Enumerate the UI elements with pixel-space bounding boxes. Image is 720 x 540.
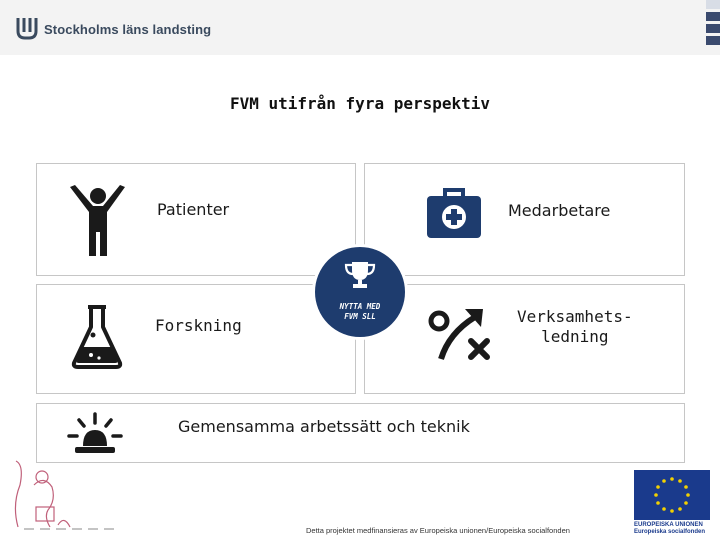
header-band — [0, 0, 720, 55]
patients-label: Patienter — [157, 200, 230, 219]
logo-text: Stockholms läns landsting — [44, 21, 212, 37]
eu-label: EUROPEISKA UNIONEN Europeiska socialfonden — [634, 522, 706, 535]
medical-kit-icon — [425, 186, 483, 240]
person-arms-up-icon — [67, 184, 127, 260]
trophy-icon — [343, 260, 377, 290]
research-label: Forskning — [155, 316, 242, 335]
common-row — [36, 403, 685, 463]
sll-logo[interactable] — [14, 18, 211, 40]
funding-text: Detta projektet medfinansieras av Europeiska unionen/Europeiska socialfonden — [306, 526, 570, 535]
quadrant-staff — [364, 163, 685, 276]
quadrant-research — [36, 284, 356, 394]
staff-label: Medarbetare — [508, 201, 611, 220]
lab-flask-icon — [71, 305, 123, 369]
strategy-arrow-icon — [427, 303, 499, 363]
siren-light-icon — [67, 412, 123, 456]
quadrant-management — [364, 284, 685, 394]
page-title: FVM utifrån fyra perspektiv — [229, 94, 491, 113]
sketch-illustration-icon — [4, 455, 124, 535]
management-label: Verksamhets- ledning — [517, 307, 633, 346]
common-label: Gemensamma arbetssätt och teknik — [178, 417, 470, 436]
quadrant-patients — [36, 163, 356, 276]
sll-logo-icon — [14, 18, 40, 40]
center-medallion — [312, 244, 408, 340]
corner-decoration — [706, 0, 720, 48]
eu-flag — [634, 470, 710, 520]
eu-stars-icon — [634, 470, 710, 520]
center-text: NYTTA MED FVM SLL — [339, 302, 381, 321]
